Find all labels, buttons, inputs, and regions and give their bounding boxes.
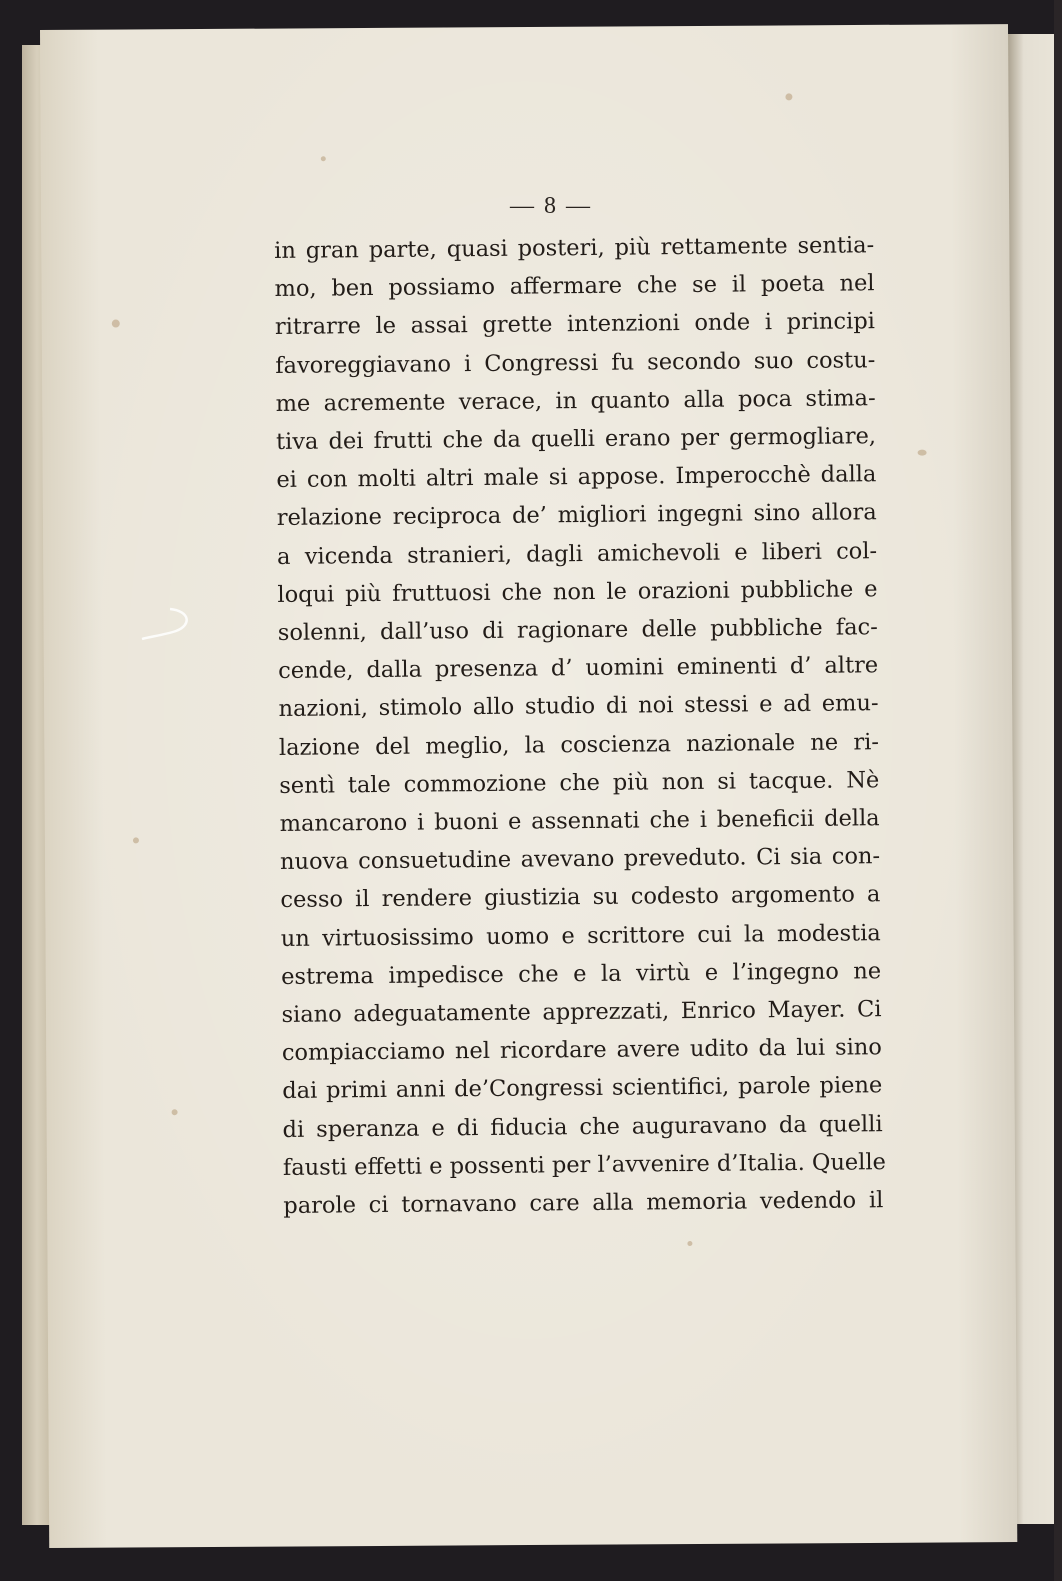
text-line: relazione reciproca de’ migliori ingegni sino allora: [276, 499, 877, 532]
text-line: lazione del meglio, la coscienza nazionale ne ri-: [278, 728, 880, 761]
text-line: loqui più fruttuosi che non le orazioni pubbliche e: [277, 576, 878, 608]
body-text: [274, 226, 887, 1225]
text-line: cende, dalla presenza d’ uomini eminenti d’ altre: [278, 652, 879, 685]
text-line: a vicenda stranieri, dagli amichevoli e liberi col-: [276, 537, 878, 570]
foxing-spot: [321, 156, 326, 161]
text-line: compiacciamo nel ricordare avere udito da lui sino: [281, 1034, 882, 1067]
text-line: sentì tale commozione che più non si tacque. Nè: [279, 767, 880, 799]
text-line: un virtuosissimo uomo e scrittore cui la modestia: [280, 919, 881, 952]
text-line: fausti effetti e possenti per l’avvenire d’Italia. Quelle: [282, 1149, 887, 1181]
text-line: dai primi anni de’Congressi scientifici, parole piene: [282, 1072, 883, 1105]
text-line: in gran parte, quasi posteri, più rettamente sentia-: [274, 232, 875, 264]
text-line: mancarono i buoni e assennati che i beneficii della: [279, 805, 880, 838]
text-line: estrema impedisce che e la virtù e l’ingegno ne: [281, 958, 882, 990]
text-line: di speranza e di fiducia che auguravano da quelli: [282, 1110, 883, 1143]
text-line: me acremente verace, in quanto alla poca stima-: [275, 385, 876, 417]
text-line: ritrarre le assai grette intenzioni onde i principi: [274, 308, 876, 341]
foxing-spot: [112, 320, 120, 328]
text-line: nazioni, stimolo allo studio di noi stessi e ad emu-: [278, 690, 879, 723]
text-line: favoreggiavano i Congressi fu secondo suo costu-: [275, 346, 876, 379]
text-line: cesso il rendere giustizia su codesto argomento a: [280, 881, 881, 914]
scan-border: [1054, 0, 1062, 1581]
text-line: mo, ben possiamo affermare che se il poeta nel: [274, 270, 875, 303]
text-line: ei con molti altri male si appose. Imperocchè dalla: [276, 461, 877, 494]
foxing-spot: [133, 837, 139, 843]
text-line: parole ci tornavano care alla memoria vedendo il: [283, 1187, 884, 1220]
text-line: nuova consuetudine avevano preveduto. Ci sia con-: [279, 843, 881, 876]
foxing-spot: [918, 450, 927, 456]
text-line: siano adeguatamente apprezzati, Enrico Mayer. Ci: [281, 996, 882, 1029]
foxing-spot: [687, 1241, 692, 1246]
text-line: solenni, dall’uso di ragionare delle pubbliche fac-: [277, 614, 878, 647]
foxing-spot: [785, 93, 792, 100]
page-number: — 8 —: [510, 193, 592, 219]
foxing-spot: [172, 1109, 178, 1115]
pencil-mark: [140, 605, 200, 645]
text-line: tiva dei frutti che da quelli erano per germogliare,: [275, 423, 877, 456]
